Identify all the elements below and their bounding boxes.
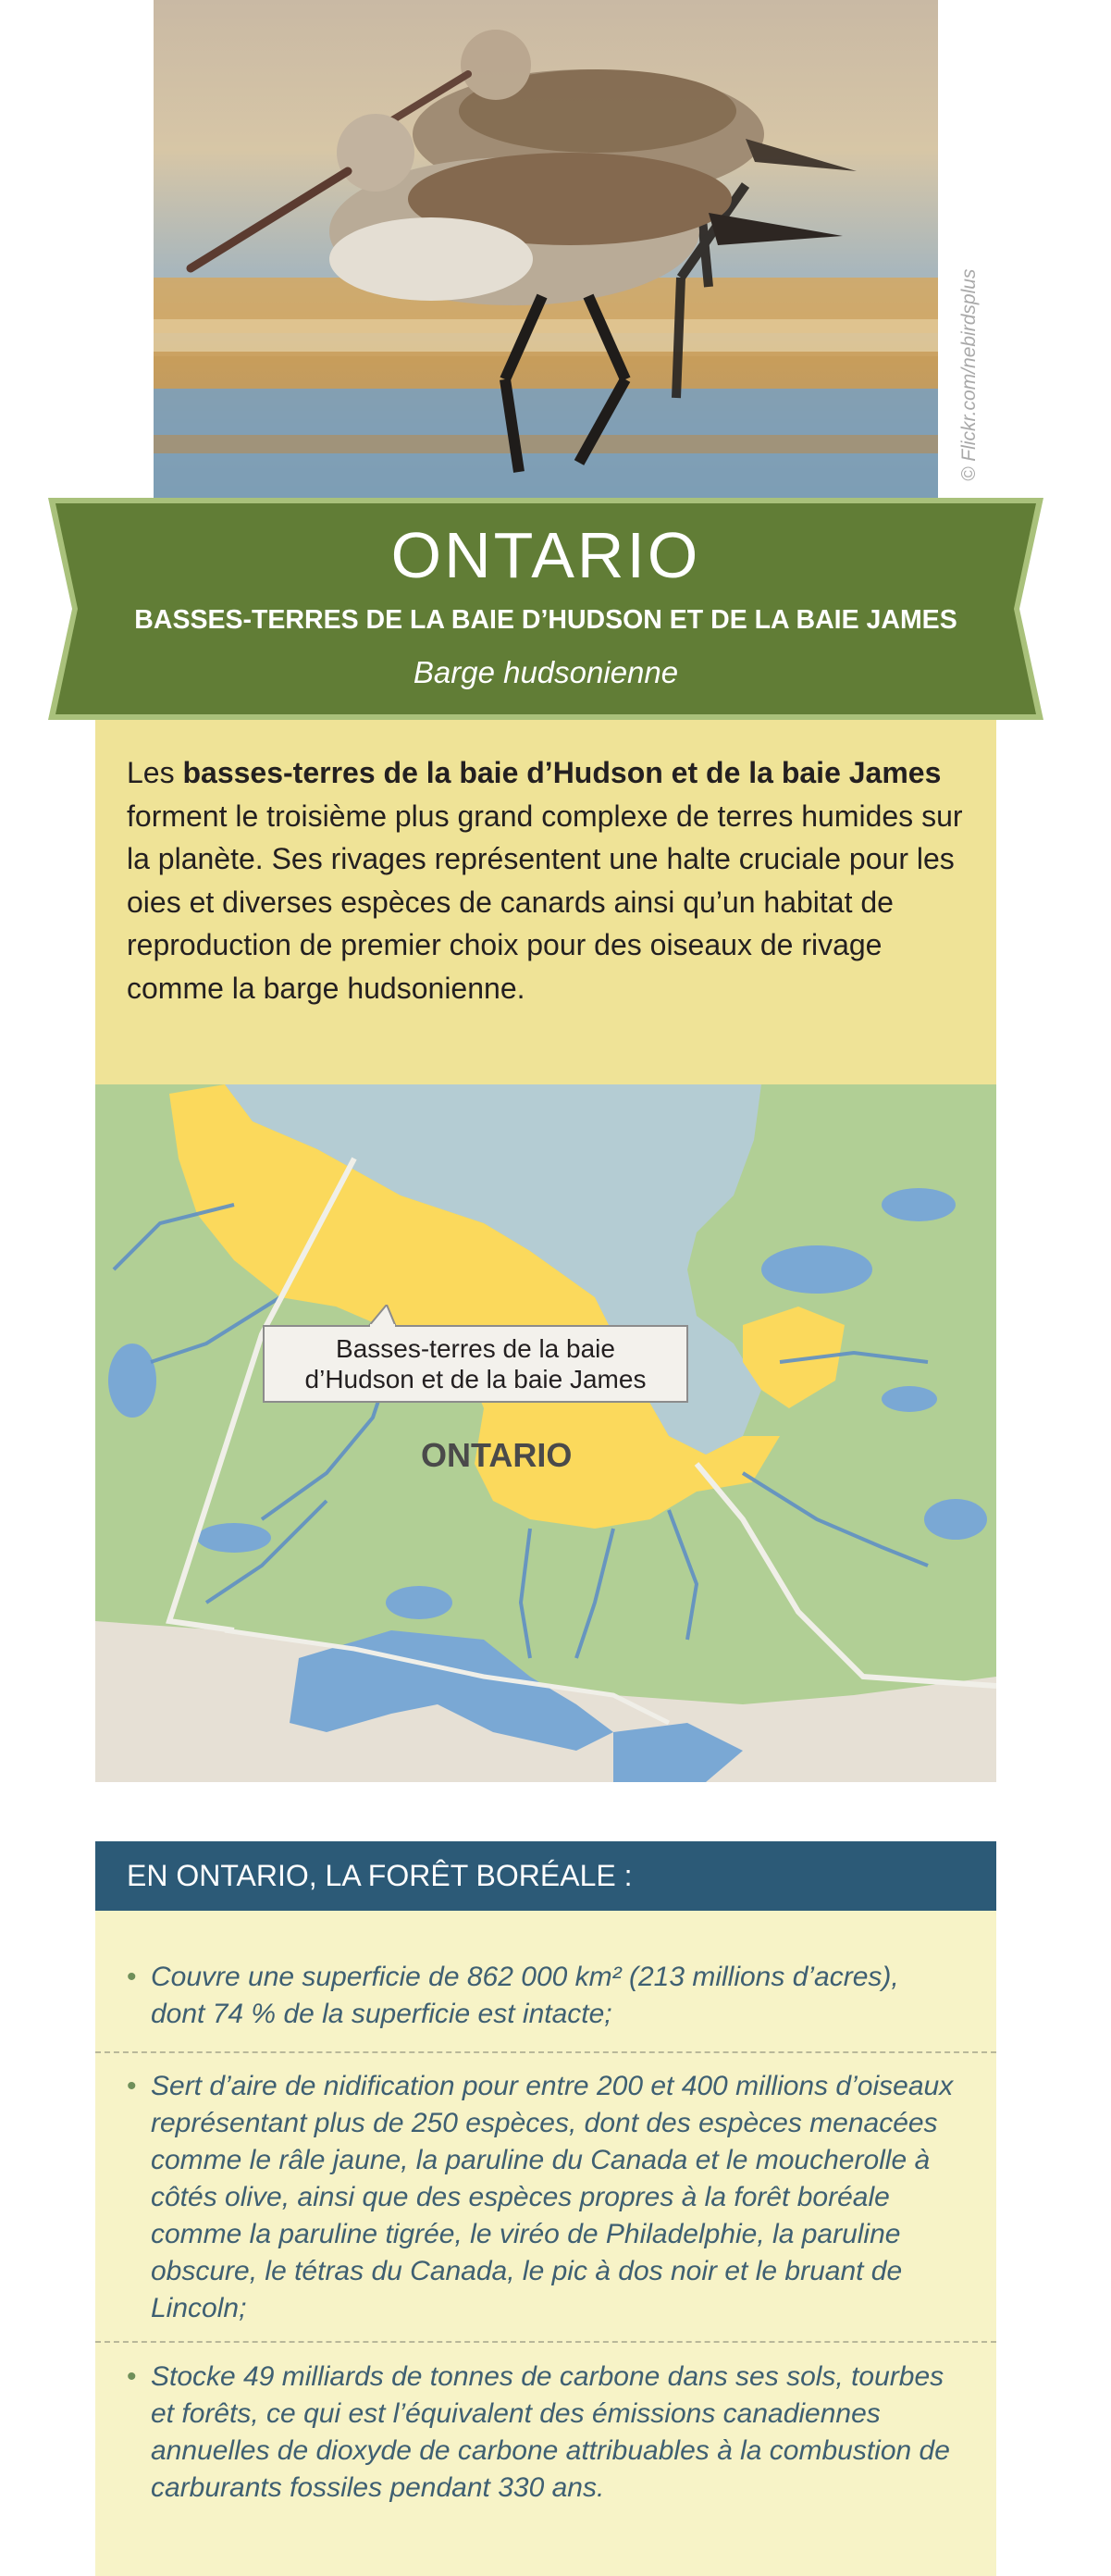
fact-item — [95, 2068, 996, 2327]
fact-text: Sert d’aire de nidification pour entre 200 et 400 millions d’oiseaux représentant plus de 250 espèces, dont des espèces menacées comme le râle jaune, la paruline du Canada et le moucherolle à côtés olive, ainsi que des espèces propres à la forêt boréale comme la paruline tigrée, le viréo de Philadelphie, la paruline obscure, le tétras du Canada, le pic à dos noir et le bruant de Lincoln; — [151, 2071, 954, 2323]
map-shapes — [95, 1084, 996, 1782]
callout-pointer — [368, 1305, 405, 1327]
intro-bold: basses-terres de la baie d’Hudson et de la baie James — [182, 756, 942, 789]
fact-item — [95, 1959, 996, 2033]
hero-photo — [154, 0, 938, 500]
fact-divider — [95, 2341, 996, 2343]
bullet-icon: • — [127, 1962, 137, 1992]
fact-item — [95, 2359, 996, 2507]
region-subtitle: BASSES-TERRES DE LA BAIE D’HUDSON ET DE LA BAIE JAMES — [134, 605, 957, 635]
region-banner — [48, 498, 1043, 720]
callout-line-1: Basses-terres de la baie — [336, 1334, 615, 1363]
fact-divider — [95, 2051, 996, 2053]
facts-list — [95, 1911, 996, 2576]
photo-credit: © Flickr.com/nebirdsplus — [958, 268, 980, 481]
map-region-label: ONTARIO — [421, 1436, 573, 1474]
bullet-icon: • — [127, 2361, 137, 2392]
godwit-illustration — [154, 0, 938, 500]
region-title: ONTARIO — [390, 519, 701, 591]
region-map — [95, 1084, 996, 1782]
intro-prefix: Les — [127, 756, 183, 789]
intro-rest: forment le troisième plus grand complexe de terres humides sur la planète. Ses rivages représentent une halte cruciale pour les oies et diverses espèces de canards ainsi qu’un habitat de reproduction de premier choix pour des oiseaux de rivage comme la barge hudsonienne. — [127, 799, 963, 1005]
intro-paragraph — [95, 720, 996, 1084]
facts-header: EN ONTARIO, LA FORÊT BORÉALE : — [95, 1841, 996, 1911]
fact-text: Stocke 49 milliards de tonnes de carbone dans ses sols, tourbes et forêts, ce qui est l’équivalent des émissions canadiennes annuelles de dioxyde de carbone attribuables à la combustion de carburants fossiles pendant 330 ans. — [151, 2361, 950, 2503]
fact-text: Couvre une superficie de 862 000 km² (213 millions d’acres), dont 74 % de la superficie est intacte; — [151, 1962, 899, 2029]
species-name: Barge hudsonienne — [413, 655, 679, 689]
map-callout — [263, 1325, 688, 1403]
callout-line-2: d’Hudson et de la baie James — [304, 1365, 647, 1393]
bullet-icon: • — [127, 2071, 137, 2101]
